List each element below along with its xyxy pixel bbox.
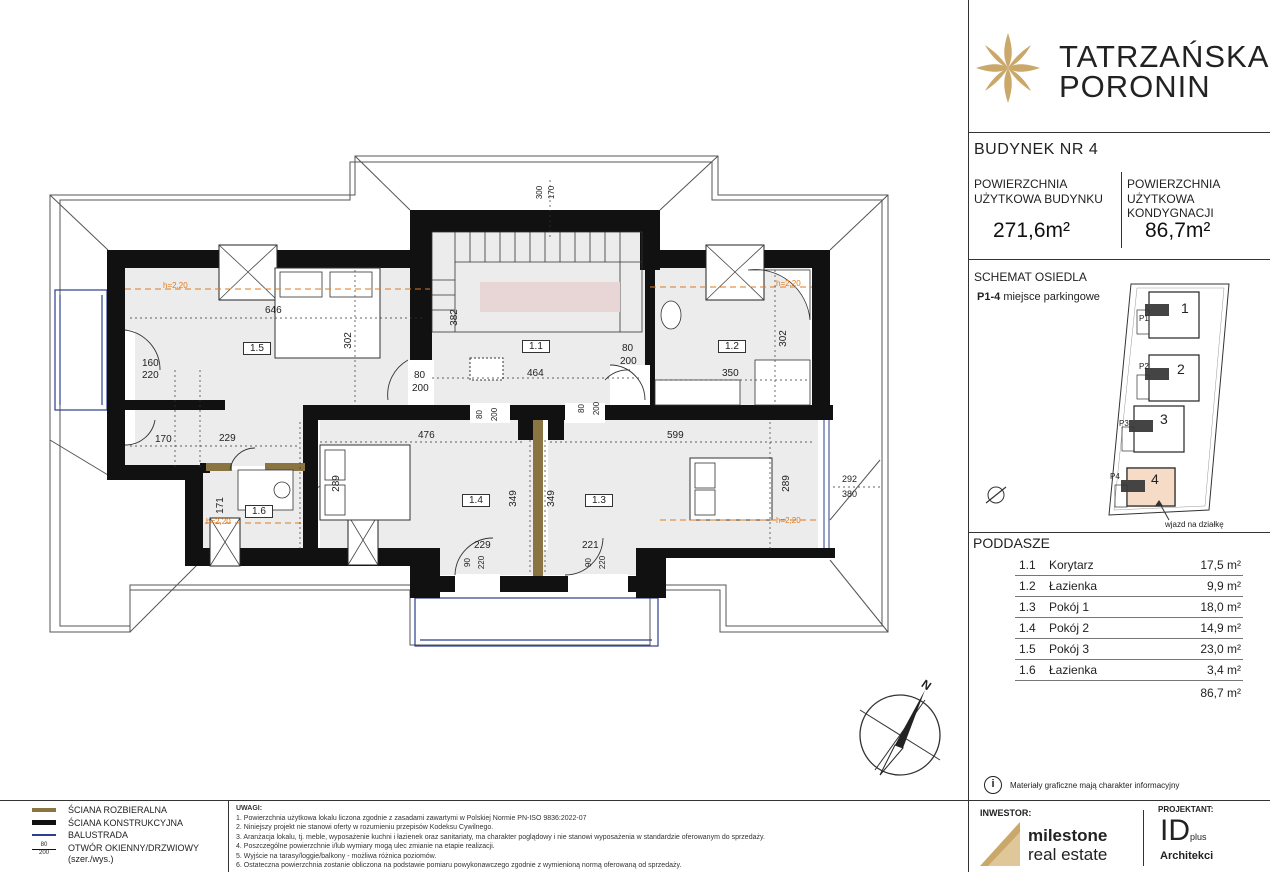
investor-name-2: real estate bbox=[1028, 845, 1108, 864]
room-name: Łazienka bbox=[1049, 579, 1098, 593]
dimension: 200 bbox=[592, 401, 602, 416]
legend-swatch-structural bbox=[32, 820, 56, 825]
brand-subtitle: PORONIN bbox=[1059, 69, 1211, 104]
parking-code: P1-4 bbox=[977, 291, 1001, 303]
dimension: 200 bbox=[490, 407, 500, 422]
dimension: 646 bbox=[265, 305, 282, 316]
room-tag-1-6: 1.6 bbox=[245, 505, 273, 518]
room-area: 14,9 m² bbox=[1200, 621, 1241, 635]
north-arrow-icon bbox=[855, 670, 955, 785]
dimension: 289 bbox=[780, 475, 792, 492]
table-row bbox=[1015, 639, 1243, 660]
dimension: 160 bbox=[142, 358, 159, 369]
floor-area-value: 86,7m² bbox=[1145, 219, 1211, 242]
dimension: 476 bbox=[418, 430, 435, 441]
designer-logo bbox=[1160, 816, 1207, 852]
dimension: 220 bbox=[142, 370, 159, 381]
dimension: 229 bbox=[474, 540, 491, 551]
note-line: 2. Niniejszy projekt nie stanowi oferty w rozumieniu przepisów Kodeksu Cywilnego. bbox=[236, 824, 494, 831]
schema-title: SCHEMAT OSIEDLA bbox=[974, 270, 1087, 284]
floor-area-label-2: UŻYTKOWA KONDYGNACJI bbox=[1127, 192, 1214, 220]
house-number: 1 bbox=[1181, 300, 1189, 316]
height-label: h=2,20 bbox=[206, 517, 231, 526]
site-schema bbox=[969, 270, 1270, 532]
dimension: 200 bbox=[412, 383, 429, 394]
table-row bbox=[1015, 660, 1243, 681]
room-number: 1.1 bbox=[1019, 558, 1036, 572]
brand-logo-icon bbox=[973, 28, 1043, 108]
entry-label: wjazd na działkę bbox=[1165, 520, 1224, 529]
room-name: Pokój 2 bbox=[1049, 621, 1090, 635]
info-note: Materiały graficzne mają charakter informacyjny bbox=[1010, 781, 1180, 790]
parking-spot: P1 bbox=[1139, 314, 1149, 323]
dimension: 289 bbox=[330, 475, 342, 492]
height-label: h=2,20 bbox=[163, 281, 188, 290]
floor-area-label: POWIERZCHNIA bbox=[1127, 177, 1221, 191]
room-tag-1-5: 1.5 bbox=[243, 342, 271, 355]
building-area-label-2: UŻYTKOWA BUDYNKU bbox=[974, 192, 1103, 206]
dimension: 599 bbox=[667, 430, 684, 441]
room-tag-1-3: 1.3 bbox=[585, 494, 613, 507]
floor-title: PODDASZE bbox=[973, 535, 1051, 551]
note-line: 4. Poszczególne powierzchnie i/lub wymiary mogą ulec zmianie na etapie realizacji. bbox=[236, 843, 495, 850]
legend-sub: (szer./wys.) bbox=[68, 854, 114, 864]
table-row bbox=[1015, 597, 1243, 618]
parking-spot: P3 bbox=[1119, 419, 1129, 428]
height-label: h=2,20 bbox=[776, 516, 801, 525]
room-area: 18,0 m² bbox=[1200, 600, 1241, 614]
legend-swatch-demountable bbox=[32, 808, 56, 812]
dimension: 220 bbox=[598, 555, 608, 570]
parking-spot: P2 bbox=[1139, 362, 1149, 371]
designer-logo-sub: plus bbox=[1190, 832, 1207, 842]
dimension: 90 bbox=[462, 558, 472, 567]
info-icon: i bbox=[984, 776, 1002, 794]
parking-spot: P4 bbox=[1110, 472, 1120, 481]
legend-label: BALUSTRADA bbox=[68, 830, 129, 840]
dimension: 302 bbox=[777, 330, 789, 347]
notes bbox=[236, 804, 956, 871]
building-title: BUDYNEK NR 4 bbox=[974, 141, 1099, 158]
legend-opening-symbol bbox=[32, 842, 56, 857]
room-name: Pokój 3 bbox=[1049, 642, 1090, 656]
designer-label: PROJEKTANT: bbox=[1158, 805, 1214, 814]
room-area: 9,9 m² bbox=[1206, 579, 1241, 593]
designer-name: Architekci bbox=[1160, 850, 1214, 862]
dimension: 464 bbox=[527, 368, 544, 379]
legend-swatch-balustrade bbox=[32, 834, 56, 836]
note-line: 3. Aranżacja lokalu, tj. meble, wyposażenie kuchni i łazienek oraz sanitariaty, ma charakter poglądowy i nie stanowi wyposażenia w standardzie oferowanym do sprzedaży. bbox=[236, 833, 765, 841]
dimension: 382 bbox=[448, 309, 460, 326]
opening-height: 200 bbox=[38, 850, 49, 856]
building-area-label: POWIERZCHNIA bbox=[974, 177, 1068, 191]
dimension: 380 bbox=[842, 489, 858, 499]
room-tag-1-1: 1.1 bbox=[522, 340, 550, 353]
dimension: 220 bbox=[477, 555, 487, 570]
dimension: 170 bbox=[155, 434, 172, 445]
brand-title: TATRZAŃSKA bbox=[1059, 39, 1270, 74]
room-number: 1.5 bbox=[1019, 642, 1036, 656]
investor-label: INWESTOR: bbox=[980, 808, 1032, 818]
table-row bbox=[1015, 576, 1243, 597]
note-line: 1. Powierzchnia użytkowa lokalu liczona zgodnie z zasadami zawartymi w Polskiej Normie PN-ISO 9836:2022-07 bbox=[236, 814, 587, 822]
dimension: 292 bbox=[842, 474, 858, 484]
dimension: 300 bbox=[535, 185, 545, 200]
opening-width: 80 bbox=[40, 842, 48, 848]
dimension: 171 bbox=[214, 497, 226, 514]
room-area: 3,4 m² bbox=[1206, 663, 1241, 677]
dimension: 90 bbox=[583, 558, 593, 567]
total-area: 86,7 m² bbox=[1200, 686, 1241, 700]
investor-name: milestone bbox=[1028, 826, 1108, 845]
table-row bbox=[1015, 618, 1243, 639]
house-number: 3 bbox=[1160, 411, 1168, 427]
north-label: N bbox=[918, 676, 934, 694]
legend-label: OTWÓR OKIENNY/DRZWIOWY bbox=[68, 843, 199, 853]
building-area-value: 271,6m² bbox=[993, 219, 1071, 242]
dimension: 80 bbox=[622, 343, 634, 354]
dimension: 80 bbox=[576, 404, 586, 413]
milestone-logo-icon bbox=[980, 822, 1020, 866]
legend-label: ŚCIANA KONSTRUKCYJNA bbox=[68, 818, 184, 828]
room-name: Korytarz bbox=[1049, 558, 1094, 572]
room-area: 17,5 m² bbox=[1200, 558, 1241, 572]
house-number: 4 bbox=[1151, 471, 1159, 487]
room-number: 1.3 bbox=[1019, 600, 1036, 614]
room-number: 1.6 bbox=[1019, 663, 1036, 677]
house-number: 2 bbox=[1177, 361, 1185, 377]
dimension: 229 bbox=[219, 433, 236, 444]
dimension: 80 bbox=[414, 370, 426, 381]
room-number: 1.2 bbox=[1019, 579, 1036, 593]
note-line: 6. Ostateczna powierzchnia zostanie obliczona na podstawie pomiaru powykonawczego zgodnie z wymienioną normą oferowaną od sprzedaży. bbox=[236, 862, 682, 869]
notes-title: UWAGI: bbox=[236, 805, 263, 812]
room-tag-1-2: 1.2 bbox=[718, 340, 746, 353]
room-number: 1.4 bbox=[1019, 621, 1036, 635]
table-row bbox=[1015, 555, 1243, 576]
room-name: Łazienka bbox=[1049, 663, 1098, 677]
dimension: 80 bbox=[474, 410, 484, 419]
room-name: Pokój 1 bbox=[1049, 600, 1090, 614]
dimension: 170 bbox=[547, 185, 557, 200]
dimension: 302 bbox=[342, 332, 354, 349]
table-total-row bbox=[1015, 683, 1243, 704]
dimension: 221 bbox=[582, 540, 599, 551]
info-sidebar bbox=[968, 0, 1270, 872]
dimension: 349 bbox=[507, 490, 519, 507]
height-label: h=2,20 bbox=[776, 279, 801, 288]
room-area: 23,0 m² bbox=[1200, 642, 1241, 656]
room-tag-1-4: 1.4 bbox=[462, 494, 490, 507]
dimension: 349 bbox=[545, 490, 557, 507]
note-line: 5. Wyjście na tarasy/loggie/balkony - możliwa różnica poziomów. bbox=[236, 852, 437, 860]
designer-logo-main: ID bbox=[1160, 814, 1190, 847]
legend-label: ŚCIANA ROZBIERALNA bbox=[68, 805, 168, 815]
parking-text: miejsce parkingowe bbox=[1003, 291, 1100, 303]
dimension: 200 bbox=[620, 356, 637, 367]
dimension: 350 bbox=[722, 368, 739, 379]
